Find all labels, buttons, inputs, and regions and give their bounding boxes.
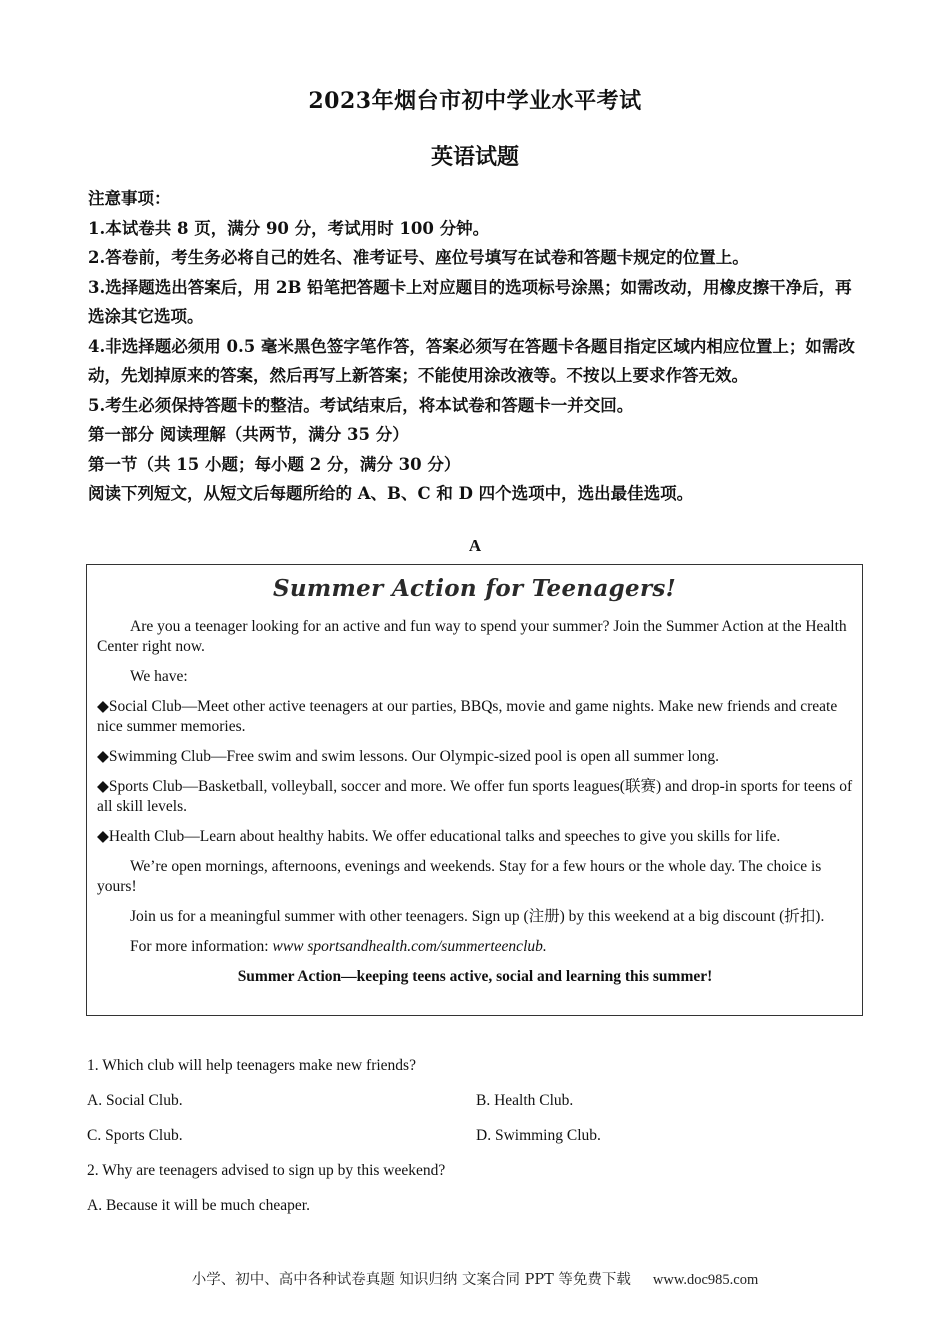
question-1-option-c: C. Sports Club. bbox=[87, 1127, 183, 1144]
question-1-stem: 1. Which club will help teenagers make new friends? bbox=[87, 1057, 416, 1074]
club-health: ◆Health Club—Learn about healthy habits. We offer educational talks and speeches to give you skills for life. bbox=[97, 828, 781, 845]
section-heading: 第一节（共 15 小题；每小题 2 分，满分 30 分） bbox=[88, 454, 461, 474]
exam-subtitle: 英语试题 bbox=[430, 144, 519, 170]
note-item-4: 4.非选择题必须用 0.5 毫米黑色签字笔作答，答案必须写在答题卡各题目指定区域内相应位置上；如需改动，先划掉原来的答案，然后再写上新答案；不能使用涂改液等。不按以上要求作答无效。 bbox=[88, 336, 855, 385]
note-item-3: 3.选择题选出答案后，用 2B 铅笔把答题卡上对应题目的选项标号涂黑；如需改动，用橡皮擦干净后，再选涂其它选项。 bbox=[88, 277, 852, 326]
note-item-2: 2.答卷前，考生务必将自己的姓名、准考证号、座位号填写在试卷和答题卡规定的位置上。 bbox=[88, 248, 749, 267]
question-1-options-row-2 bbox=[87, 1124, 867, 1159]
questions bbox=[87, 1054, 867, 1229]
question-2-option-a: A. Because it will be much cheaper. bbox=[87, 1197, 310, 1214]
notes-heading: 注意事项： bbox=[88, 189, 171, 208]
exam-notes bbox=[88, 184, 868, 509]
question-1-options-row-1 bbox=[87, 1089, 867, 1124]
part-heading: 第一部分 阅读理解（共两节，满分 35 分） bbox=[88, 425, 409, 444]
question-1-option-b: B. Health Club. bbox=[476, 1092, 574, 1109]
passage-hours: We’re open mornings, afternoons, evenings and weekends. Stay for a few hours or the whole day. The choice is yours! bbox=[97, 858, 822, 895]
passage-intro: Are you a teenager looking for an active and fun way to spend your summer? Join the Summer Action at the Health Center right now. bbox=[97, 618, 847, 655]
footer-url[interactable]: www.doc985.com bbox=[652, 1272, 759, 1288]
question-1 bbox=[87, 1054, 867, 1089]
instruction-text: 阅读下列短文，从短文后每题所给的 A、B、C 和 D 四个选项中，选出最佳选项。 bbox=[88, 484, 694, 503]
question-1-option-d: D. Swimming Club. bbox=[476, 1127, 601, 1144]
passage-info bbox=[97, 937, 853, 957]
passage-we-have: We have: bbox=[130, 668, 188, 685]
club-social: ◆Social Club—Meet other active teenagers at our parties, BBQs, movie and game nights. Make new friends and create nice summer memories. bbox=[97, 698, 838, 735]
note-item-1: 1.本试卷共 8 页，满分 90 分，考试用时 100 分钟。 bbox=[88, 218, 490, 238]
info-label: For more information: bbox=[130, 938, 273, 955]
club-swimming: ◆Swimming Club—Free swim and swim lessons. Our Olympic-sized pool is open all summer long. bbox=[97, 748, 719, 765]
question-2-stem: 2. Why are teenagers advised to sign up by this weekend? bbox=[87, 1162, 446, 1179]
footer-text: 小学、初中、高中各种试卷真题 知识归纳 文案合同 PPT 等免费下载 bbox=[191, 1272, 631, 1288]
page-footer bbox=[0, 1268, 950, 1289]
question-2-options-row-1 bbox=[87, 1194, 867, 1229]
exam-title: 2023年烟台市初中学业水平考试 bbox=[308, 88, 642, 114]
passage-label: A bbox=[468, 536, 482, 555]
question-1-option-a: A. Social Club. bbox=[87, 1092, 183, 1109]
passage-body bbox=[97, 617, 853, 997]
info-url: www sportsandhealth.com/summerteenclub. bbox=[272, 938, 547, 955]
note-item-5: 5.考生必须保持答题卡的整洁。考试结束后，将本试卷和答题卡一并交回。 bbox=[88, 395, 634, 415]
passage-title: Summer Action for Teenagers! bbox=[272, 575, 677, 602]
question-2 bbox=[87, 1159, 867, 1194]
club-sports: ◆Sports Club—Basketball, volleyball, soccer and more. We offer fun sports leagues(联赛) and drop-in sports for teens of all skill levels. bbox=[97, 778, 853, 815]
passage-slogan: Summer Action—keeping teens active, social and learning this summer! bbox=[237, 968, 713, 985]
passage-signup: Join us for a meaningful summer with other teenagers. Sign up (注册) by this weekend at a big discount (折扣). bbox=[130, 908, 825, 925]
passage-box bbox=[86, 564, 863, 1016]
